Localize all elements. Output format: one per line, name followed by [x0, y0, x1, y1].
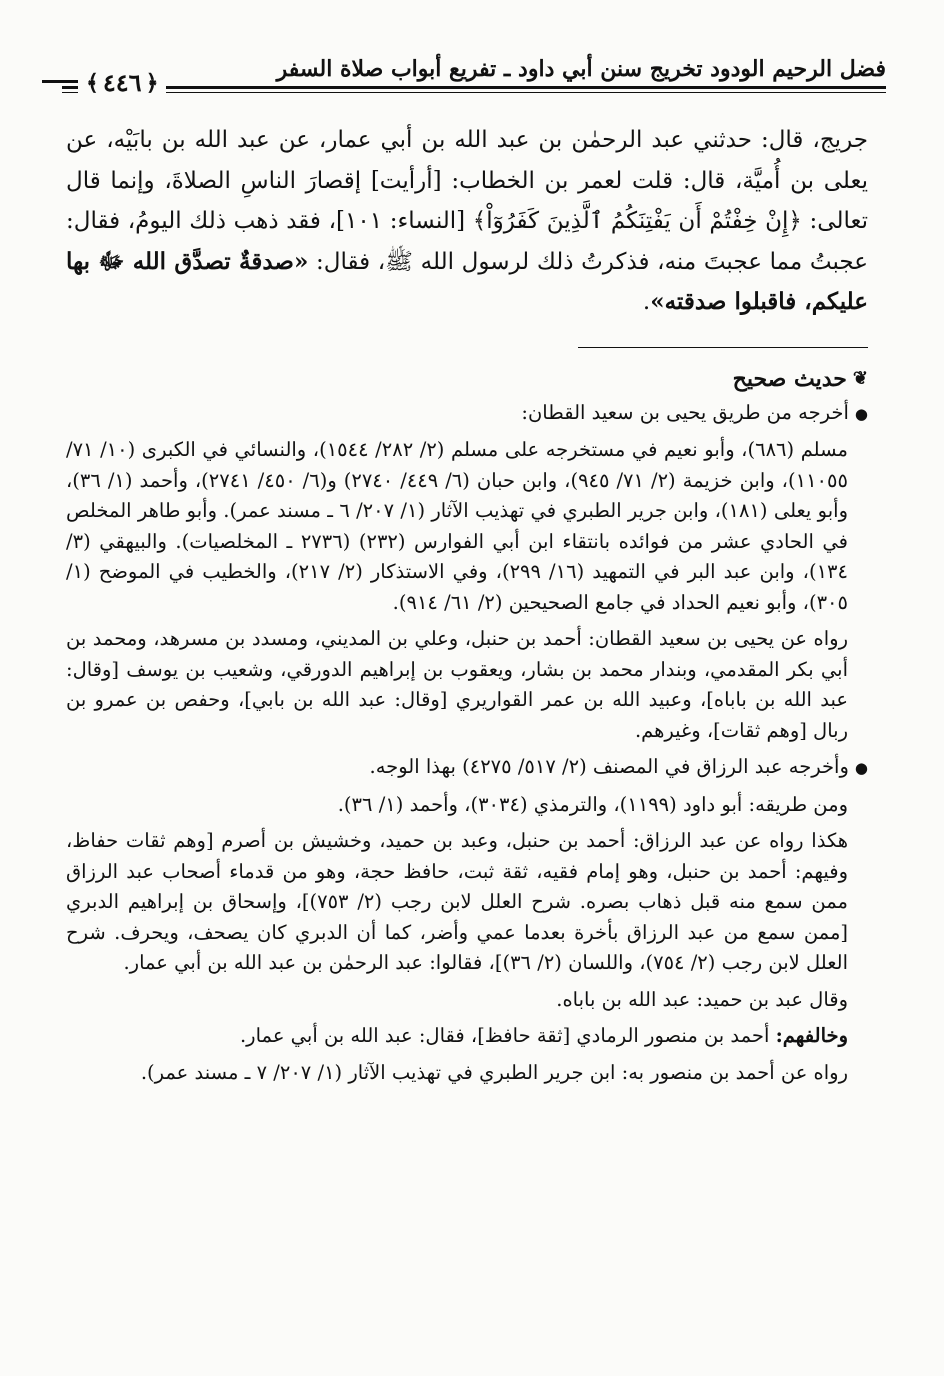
footnote-divider [578, 347, 868, 348]
line-text: وقال عبد بن حميد: عبد الله بن باباه. [556, 987, 848, 1011]
bullet-icon: ● [854, 759, 868, 777]
line-text: مسلم (٦٨٦)، وأبو نعيم في مستخرجه على مسلم (٢/ ٢٨٢/ ١٥٤٤)، والنسائي في الكبرى (١٠/ ٧١/ ١١٠٥٥)، وابن خزيمة (٢/ ٧١/ ٩٤٥)، وابن حبان (٦/ ٤٤٩/ ٢٧٤٠) و(٦/ ٤٥٠/ ٢٧٤١)، وأحمد (١/ ٣٦)، وأبو يعلى (١٨١)، وابن جرير الطبري في تهذيب الآثار (١/ ٢٠٧/ ٦ ـ مسند عمر). وأبو طاهر المخلص في الحادي عشر من فوائده بانتقاء ابن أبي الفوارس (٢٣٢) (٢٧٣٦ ـ المخلصيات). والبيهقي (٣/ ١٣٤)، وابن عبد البر في التمهيد (١٦/ ٢٩٩)، وفي الاستذكار (٢/ ٢١٧)، والخطيب في الموضح (١/ ٣٠٥)، وأبو نعيم الحداد في جامع الصحيحين (٢/ ٦١/ ٩١٤). [66, 438, 849, 614]
line-text: رواه عن أحمد بن منصور به: ابن جرير الطبري في تهذيب الآثار (١/ ٢٠٧/ ٧ ـ مسند عمر). [140, 1060, 848, 1084]
list-item [66, 624, 868, 746]
bullet-icon: ● [854, 404, 868, 423]
bracket-open-icon: ﴿ [145, 69, 159, 96]
running-header [62, 46, 886, 97]
line-text: هكذا رواه عن عبد الرزاق: أحمد بن حنبل، وعبد بن حميد، وخشيش بن أصرم [وهم ثقات حفاظ، وفيهم: أحمد بن حنبل، وهو إمام فقيه، ثقة ثبت، حافظ حجة، وهو من قدماء أصحاب عبد الرزاق ممن سمع منه قبل ذهاب بصره. شرح العلل لابن رجب (٢/ ٧٥٣)]، وإسحاق بن إبراهيم الدبري [ممن سمع من عبد الرزاق بأخرة بعدما عمي وأضر، كما أن الدبري كان يصحف، ويحرف. شرح العلل لابن رجب (٢/ ٧٥٤)، واللسان (٢/ ٣٦)]، فقالوا: عبد الرحمٰن بن عبد الله بن أبي عمار. [66, 829, 848, 974]
list-item [66, 752, 868, 784]
line-text: رواه عن يحيى بن سعيد القطان: أحمد بن حنبل، وعلي بن المديني، ومسدد بن مسرهد، ومحمد بن أبي بكر المقدمي، وبندار محمد بن بشار، ويعقوب بن إبراهيم الدورقي، وشعيب بن يوسف [وقال: عبد الله بن باباه]، وعبيد الله بن عمر القواريري [وقال: عبد الله بن بابي]، وحفص بن عمرو بن ربال [وهم ثقات]، وغيرهم. [66, 627, 848, 742]
bracket-close-icon: ﴾ [86, 69, 99, 96]
list-item [66, 1058, 868, 1089]
main-paragraph [66, 120, 868, 323]
paragraph-end: . [642, 289, 651, 315]
list-item [66, 435, 868, 618]
header-title: فضل الرحيم الودود تخريج سنن أبي داود ـ تفريع أبواب صلاة السفر [276, 56, 886, 82]
ornament-icon: ❦ [852, 368, 868, 389]
list-item [66, 1021, 868, 1052]
header-rule [62, 86, 886, 93]
section-heading [66, 366, 868, 392]
list-item [66, 790, 868, 821]
hadith-quote: «صدقةٌ تصدَّق الله ﷻ بها عليكم، فاقبلوا صدقته» [66, 247, 868, 315]
line-text: ومن طريقه: أبو داود (١١٩٩)، والترمذي (٣٠٣٤)، وأحمد (١/ ٣٦). [337, 792, 848, 816]
section-heading-text: حديث صحيح [732, 365, 847, 392]
list-item [66, 985, 868, 1016]
lead-text: وخالفهم: [775, 1024, 848, 1047]
list-item [66, 826, 868, 979]
page-number: ٤٤٦ [102, 68, 142, 97]
paragraph-text: جريج، قال: حدثني عبد الرحمٰن بن عبد الله بن أبي عمار، عن عبد الله بن بابَيْه، عن يعلى بن أُميَّة، قال: قلت لعمر بن الخطاب: [أرأيت] إقصارَ الناسِ الصلاةَ، وإنما قال تعالى: ﴿إِنْ خِفْتُمْ أَن يَفْتِنَكُمُ ٱلَّذِينَ كَفَرُوٓاْ﴾ [النساء: ١٠١]، فقد ذهب ذلك اليومُ، فقال: عجبتُ مما عجبتَ منه، فذكرتُ ذلك لرسول الله ﷺ، فقال: [66, 127, 868, 275]
page-content [66, 120, 868, 1088]
line-text: أحمد بن منصور الرمادي [ثقة حافظ]، فقال: عبد الله بن أبي عمار. [239, 1024, 776, 1047]
page-number-badge [78, 68, 166, 97]
line-text: أخرجه من طريق يحيى بن سعيد القطان: [521, 400, 849, 424]
list-item [66, 398, 868, 430]
takhrij-lines [66, 398, 868, 1089]
line-text: وأخرجه عبد الرزاق في المصنف (٢/ ٥١٧/ ٤٢٧٥) بهذا الوجه. [369, 755, 849, 778]
